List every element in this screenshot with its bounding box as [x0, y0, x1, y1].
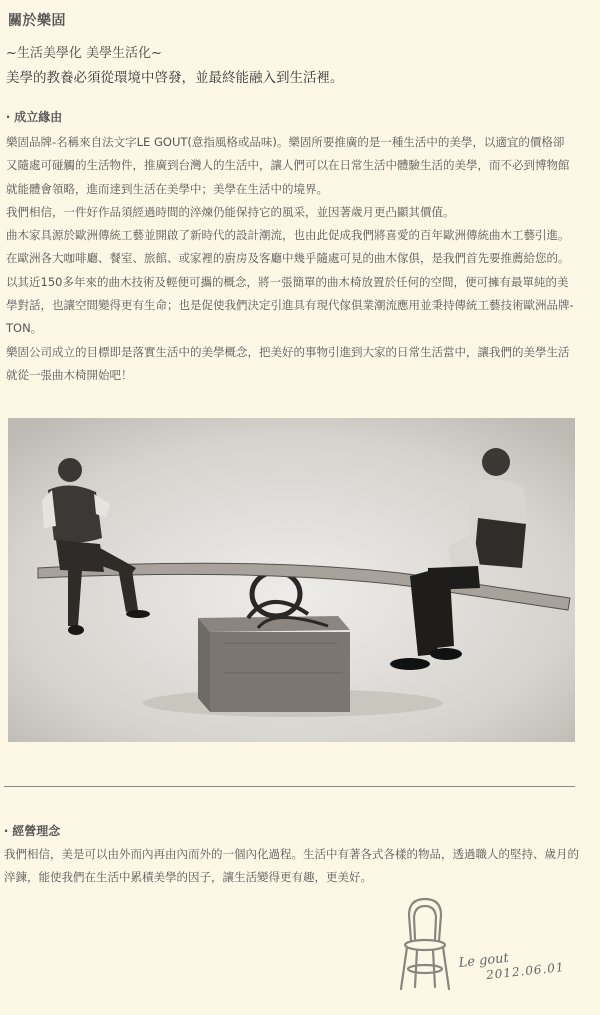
section-divider [4, 786, 575, 787]
tagline: 美學的教養必須從環境中啓發，並最終能融入到生活裡。 [6, 70, 344, 86]
origin-paragraph: 樂固公司成立的目標即是落實生活中的美學概念，把美好的事物引進到大家的日常生活當中，讓我們的美學生活就從一張曲木椅開始吧！ [6, 344, 570, 382]
bullet-icon: ‧ [4, 824, 9, 838]
bentwood-seesaw-photo [8, 418, 575, 742]
origin-paragraph: 我們相信，一件好作品須經過時間的淬煉仍能保持它的風采，並因著歲月更凸顯其價值。 [6, 204, 455, 219]
origin-text [6, 131, 574, 387]
section-heading-label: 經營理念 [12, 824, 61, 838]
origin-paragraph: 樂固品牌-名稱來自法文字LE GOUT(意指風格或品味)。樂固所要推廣的是一種生活中的美學，以適宜的價格卻又隨處可碰觸的生活物件，推廣到台灣人的生活中，讓人們可以在日常生活中體驗生活的美學，而不必到博物館就能體會領略，進而達到生活在美學中；美學在生活中的境界。 [6, 135, 570, 196]
section-heading-label: 成立緣由 [14, 110, 63, 124]
signature [458, 945, 565, 985]
bentwood-chair-icon [395, 895, 455, 995]
section-heading-philosophy [4, 822, 60, 839]
section-heading-origin [6, 108, 62, 125]
page-title: 關於樂固 [8, 13, 66, 29]
bullet-icon: ‧ [6, 110, 11, 124]
slogan: ~生活美學化 美學生活化~ [6, 46, 162, 61]
photo-illustration [8, 418, 575, 742]
chair-drawing [395, 895, 455, 991]
signature-date: 2012.06.01 [485, 959, 566, 983]
signature-name: Le gout [458, 950, 510, 971]
philosophy-text: 我們相信，美是可以由外而內再由內而外的一個內化過程。生活中有著各式各樣的物品，透過職人的堅持、歲月的淬鍊，能使我們在生活中累積美學的因子，讓生活變得更有趣，更美好。 [4, 847, 579, 885]
origin-paragraph: 曲木家具源於歐洲傳統工藝並開啟了新時代的設計潮流，也由此促成我們將喜愛的百年歐洲傳統曲木工藝引進。在歐洲各大咖啡廳、餐室、旅館、或家裡的廚房及客廳中幾乎隨處可見的曲木傢俱，是我們首先要推薦給您的。以其近150多年來的曲木技術及輕便可攜的概念，將一張簡單的曲木椅放置於任何的空間，便可擁有最單純的美學對話，也讓空間變得更有生命；也是促使我們決定引進具有現代傢俱業潮流應用並秉持傳統工藝技術歐洲品牌-TON。 [6, 228, 574, 336]
